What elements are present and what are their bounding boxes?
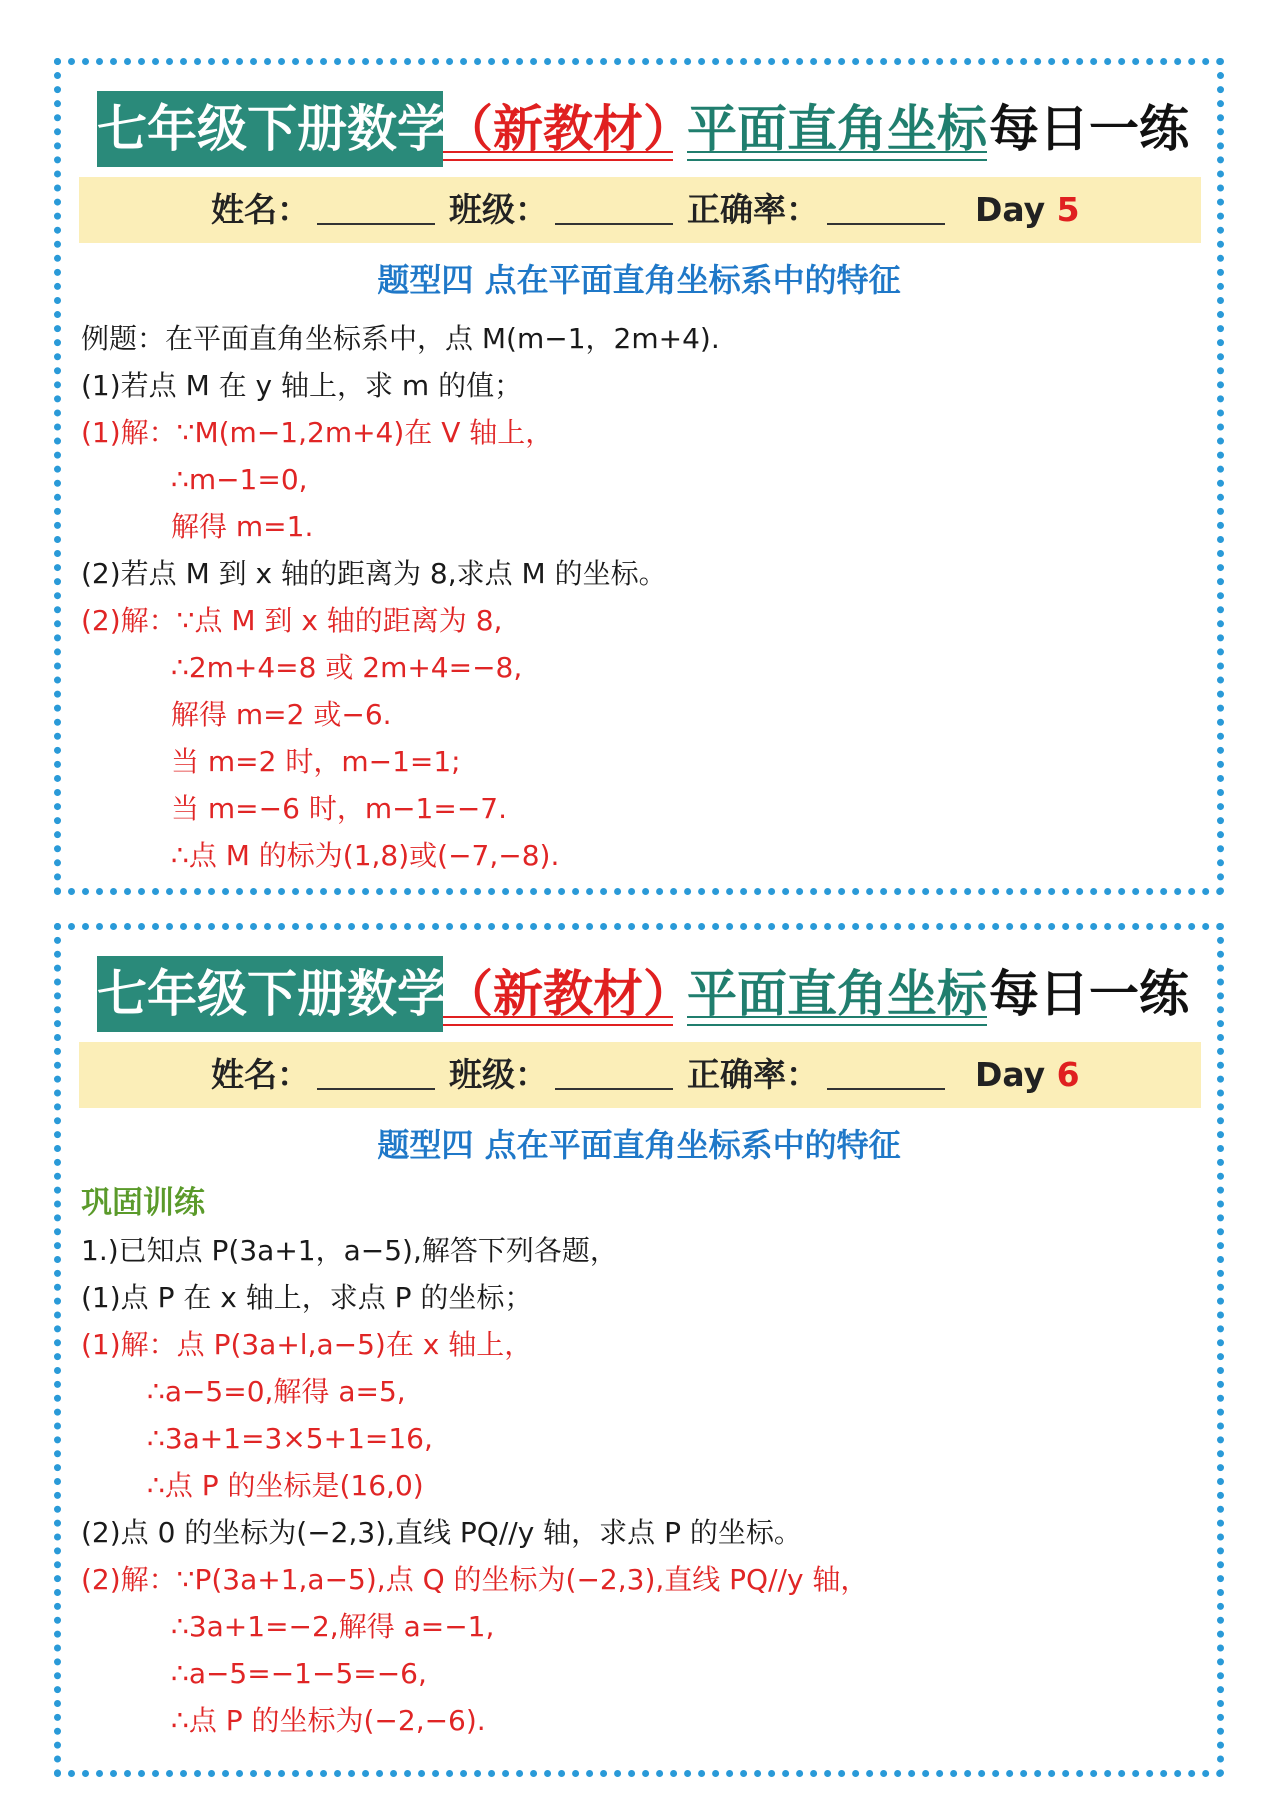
- worksheet-title: [97, 91, 1197, 167]
- student-info-bar: [79, 177, 1201, 243]
- title-topic-label: 平面直角坐标: [687, 91, 987, 167]
- solution-line: ∴3a+1=−2,解得 a=−1,: [171, 1610, 495, 1643]
- question-2: (2)点 0 的坐标为(−2,3),直线 PQ//y 轴，求点 P 的坐标。: [81, 1516, 802, 1549]
- class-label: 班级：: [449, 190, 548, 229]
- solution-line: ∴a−5=0,解得 a=5,: [147, 1375, 406, 1408]
- question-1: (1)点 P 在 x 轴上，求点 P 的坐标；: [81, 1281, 533, 1314]
- day-indicator: [975, 1042, 1080, 1108]
- class-label: 班级：: [449, 1055, 548, 1094]
- solution-line: 当 m=2 时，m−1=1;: [171, 745, 461, 778]
- solution-line: ∴2m+4=8 或 2m+4=−8,: [171, 651, 523, 684]
- day-label: Day: [975, 1055, 1046, 1094]
- title-grade-label: 七年级下册数学: [97, 91, 443, 167]
- accuracy-label: 正确率：: [687, 190, 819, 229]
- solution-line: ∴点 P 的坐标为(−2,−6).: [171, 1704, 486, 1737]
- class-blank[interactable]: [555, 1088, 673, 1090]
- student-info-bar: [79, 1042, 1201, 1108]
- solution-line: 当 m=−6 时，m−1=−7.: [171, 792, 508, 825]
- solution-line: ∴3a+1=3×5+1=16,: [147, 1422, 433, 1455]
- title-edition-label: （新教材）: [443, 956, 673, 1032]
- question-2: (2)若点 M 到 x 轴的距离为 8,求点 M 的坐标。: [81, 557, 667, 590]
- title-daily-label: 每日一练: [989, 965, 1189, 1023]
- section-heading: 巩固训练: [81, 1185, 205, 1221]
- exercise-statement: 1.)已知点 P(3a+1，a−5),解答下列各题，: [81, 1234, 618, 1267]
- name-blank[interactable]: [317, 223, 435, 225]
- solution-line: ∴点 P 的坐标是(16,0): [147, 1469, 424, 1502]
- name-label: 姓名：: [211, 1055, 310, 1094]
- day-indicator: [975, 177, 1080, 243]
- solution-line: 解得 m=1.: [171, 510, 314, 543]
- question-type-heading: 题型四 点在平面直角坐标系中的特征: [377, 261, 901, 299]
- example-content: [81, 315, 1201, 879]
- title-daily-label: 每日一练: [989, 100, 1189, 158]
- worksheet-card-day6: [54, 923, 1224, 1777]
- worksheet-card-day5: [54, 58, 1224, 895]
- day-number: 6: [1056, 1055, 1080, 1094]
- name-label: 姓名：: [211, 190, 310, 229]
- solution-line: ∴a−5=−1−5=−6,: [171, 1657, 427, 1690]
- question-type-heading: 题型四 点在平面直角坐标系中的特征: [377, 1126, 901, 1164]
- solution-line: 解得 m=2 或−6.: [171, 698, 392, 731]
- day-number: 5: [1056, 190, 1080, 229]
- solution-line: (2)解：∵点 M 到 x 轴的距离为 8,: [81, 604, 503, 637]
- class-blank[interactable]: [555, 223, 673, 225]
- solution-line: (1)解：∵M(m−1,2m+4)在 V 轴上，: [81, 416, 554, 449]
- day-label: Day: [975, 190, 1046, 229]
- solution-line: ∴m−1=0,: [171, 463, 308, 496]
- solution-line: (2)解：∵P(3a+1,a−5),点 Q 的坐标为(−2,3),直线 PQ//y 轴，: [81, 1563, 869, 1596]
- name-blank[interactable]: [317, 1088, 435, 1090]
- exercise-content: [81, 1180, 1201, 1744]
- example-statement: 例题：在平面直角坐标系中，点 M(m−1，2m+4).: [81, 322, 720, 355]
- accuracy-blank[interactable]: [827, 223, 945, 225]
- worksheet-title: [97, 956, 1197, 1032]
- solution-line: (1)解：点 P(3a+l,a−5)在 x 轴上，: [81, 1328, 533, 1361]
- title-edition-label: （新教材）: [443, 91, 673, 167]
- title-topic-label: 平面直角坐标: [687, 956, 987, 1032]
- accuracy-label: 正确率：: [687, 1055, 819, 1094]
- solution-line: ∴点 M 的标为(1,8)或(−7,−8).: [171, 839, 560, 872]
- title-grade-label: 七年级下册数学: [97, 956, 443, 1032]
- accuracy-blank[interactable]: [827, 1088, 945, 1090]
- question-1: (1)若点 M 在 y 轴上，求 m 的值；: [81, 369, 523, 402]
